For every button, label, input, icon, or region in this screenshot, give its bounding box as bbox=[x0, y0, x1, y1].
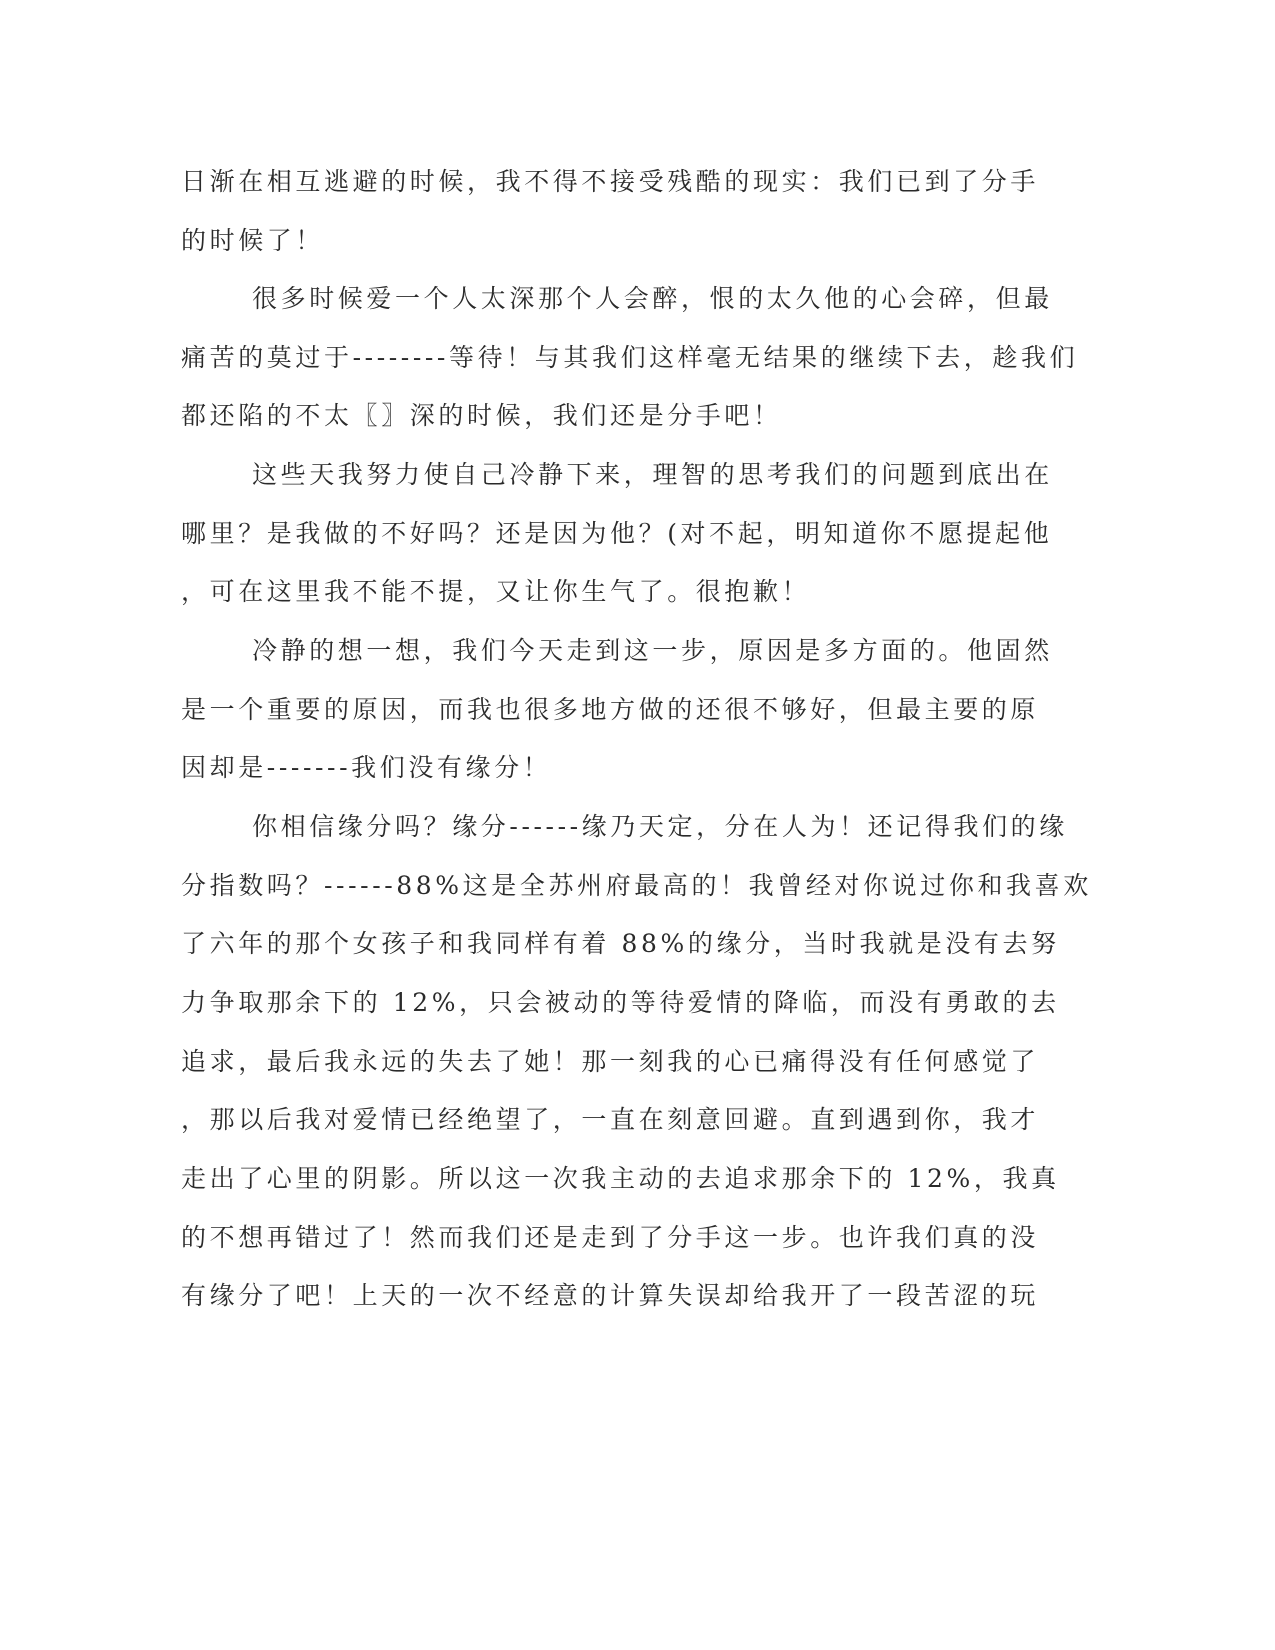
text-line: 力争取那余下的 12%，只会被动的等待爱情的降临，而没有勇敢的去 bbox=[181, 988, 1060, 1017]
paragraph-first-line: 很多时候爱一个人太深那个人会醉，恨的太久他的心会碎，但最 bbox=[252, 284, 1053, 313]
text-line: 走出了心里的阴影。所以这一次我主动的去追求那余下的 12%，我真 bbox=[181, 1164, 1060, 1193]
text-line: ，可在这里我不能不提，又让你生气了。很抱歉！ bbox=[181, 577, 811, 606]
text-line: 是一个重要的原因，而我也很多地方做的还很不够好，但最主要的原 bbox=[181, 695, 1040, 724]
text-line: 的不想再错过了！然而我们还是走到了分手这一步。也许我们真的没 bbox=[181, 1223, 1040, 1252]
text-line: 痛苦的莫过于--------等待！与其我们这样毫无结果的继续下去，趁我们 bbox=[181, 343, 1079, 372]
text-line: 追求，最后我永远的失去了她！那一刻我的心已痛得没有任何感觉了 bbox=[181, 1047, 1040, 1076]
text-line: 因却是-------我们没有缘分！ bbox=[181, 753, 552, 782]
paragraph-first-line: 你相信缘分吗？缘分------缘乃天定，分在人为！还记得我们的缘 bbox=[252, 812, 1068, 841]
text-line: 都还陷的不太〖〗深的时候，我们还是分手吧！ bbox=[181, 401, 782, 430]
paragraph-first-line: 这些天我努力使自己冷静下来，理智的思考我们的问题到底出在 bbox=[252, 460, 1053, 489]
text-line: 了六年的那个女孩子和我同样有着 88%的缘分，当时我就是没有去努 bbox=[181, 929, 1060, 958]
text-line: 有缘分了吧！上天的一次不经意的计算失误却给我开了一段苦涩的玩 bbox=[181, 1281, 1040, 1310]
paragraph-first-line: 冷静的想一想，我们今天走到这一步，原因是多方面的。他固然 bbox=[252, 636, 1053, 665]
text-line: 哪里？是我做的不好吗？还是因为他？(对不起，明知道你不愿提起他 bbox=[181, 519, 1053, 548]
text-line: 日渐在相互逃避的时候，我不得不接受残酷的现实：我们已到了分手 bbox=[181, 167, 1040, 196]
text-line: ，那以后我对爱情已经绝望了，一直在刻意回避。直到遇到你，我才 bbox=[181, 1105, 1040, 1134]
text-line: 分指数吗？------88%这是全苏州府最高的！我曾经对你说过你和我喜欢 bbox=[181, 871, 1092, 900]
text-line: 的时候了！ bbox=[181, 226, 325, 255]
